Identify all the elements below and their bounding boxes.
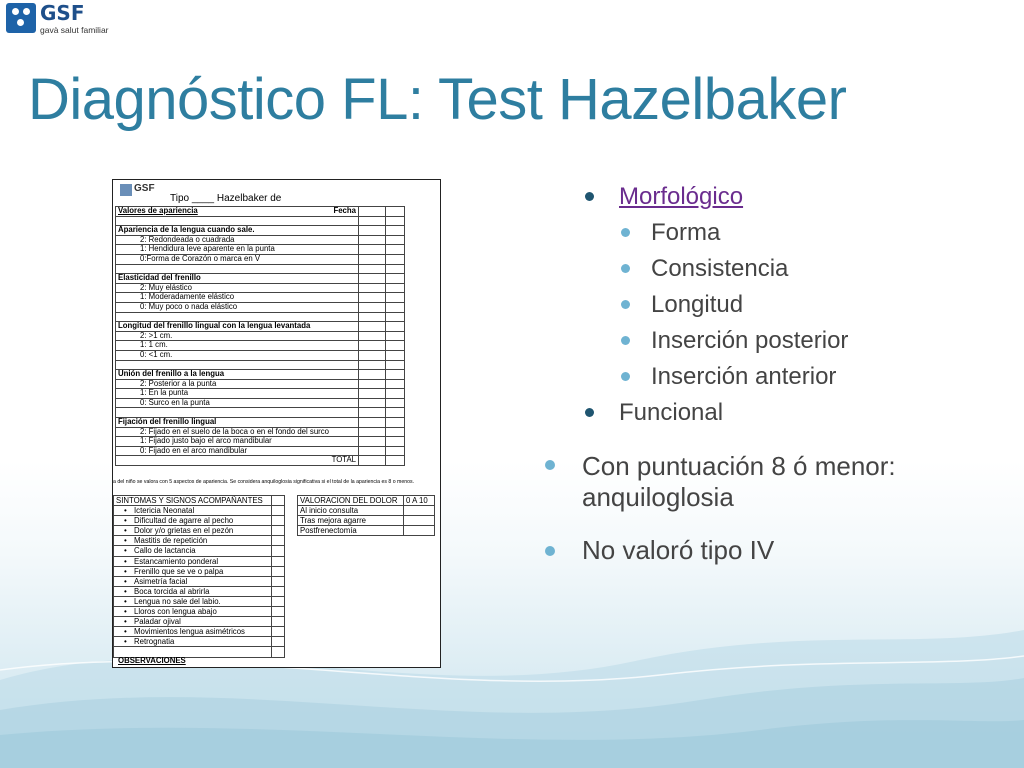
section-title: Unión del frenillo a la lengua (116, 370, 359, 380)
form-title: Tipo ____ Hazelbaker de (170, 193, 282, 204)
sub-bullet-longitud: Longitud (651, 291, 744, 318)
sub-bullet-forma: Forma (651, 219, 721, 246)
pain-item: Tras mejora agarre (298, 516, 404, 526)
bullet-dot-icon (585, 192, 594, 201)
bullet-score-line2: anquiloglosia (582, 482, 734, 512)
bullet-dot-icon (621, 228, 630, 237)
bullet-dot-icon (621, 372, 630, 381)
logo-name: GSF (40, 1, 85, 25)
sub-bullet-insercion-posterior: Inserción posterior (651, 327, 849, 354)
symptom-item: • Frenillo que se ve o palpa (114, 566, 272, 576)
bullet-dot-icon (545, 546, 555, 556)
pain-scale: 0 A 10 (404, 496, 435, 506)
form-logo-name: GSF (134, 183, 155, 194)
symptom-item: • Boca torcida al abrirla (114, 586, 272, 596)
spacer-row (116, 312, 359, 322)
section-item: 0:Forma de Corazón o marca en V (116, 254, 359, 264)
morfologico-link[interactable] (619, 183, 743, 211)
bullet-dot-icon (621, 336, 630, 345)
symptom-item: • Mastitis de repetición (114, 536, 272, 546)
section-item: 1: Moderadamente elástico (116, 293, 359, 303)
section-item: 0: Fijado en el arco mandibular (116, 446, 359, 456)
morfologico-link-text[interactable]: Morfológico (619, 183, 744, 210)
hazelbaker-form (112, 179, 441, 668)
symptom-item: • Paladar ojival (114, 617, 272, 627)
section-item: 0: Surco en la punta (116, 398, 359, 408)
pain-table (297, 495, 435, 536)
section-item: 2: Redondeada o cuadrada (116, 235, 359, 245)
section-item: 1: Hendidura leve aparente en la punta (116, 245, 359, 255)
symptom-item: • Estancamiento ponderal (114, 556, 272, 566)
form-note: a del niño se valora con 5 aspectos de apariencia. Se considera anquiloglosia significativa si el total de la apariencia es 8 o menos. (113, 479, 415, 485)
symptom-item: • Movimientos lengua asimétricos (114, 627, 272, 637)
sub-bullet-insercion-anterior: Inserción anterior (651, 363, 837, 390)
symptom-item: • Dificultad de agarre al pecho (114, 516, 272, 526)
bullet-dot-icon (621, 300, 630, 309)
sub-bullet-consistencia: Consistencia (651, 255, 789, 282)
section-title: Fijación del frenillo lingual (116, 418, 359, 428)
section-item: 2: Muy elástico (116, 283, 359, 293)
symptom-item: • Dolor y/o grietas en el pezón (114, 526, 272, 536)
section-item: 1: En la punta (116, 389, 359, 399)
pain-header: VALORACION DEL DOLOR (298, 496, 404, 506)
spacer-row (116, 360, 359, 370)
logo-mark-icon (6, 3, 36, 33)
bullet-tipo-iv: No valoró tipo IV (582, 535, 775, 565)
symptom-item: • Retrognatia (114, 637, 272, 647)
section-item: 0: Muy poco o nada elástico (116, 302, 359, 312)
form-logo (120, 184, 160, 198)
bullet-dot-icon (545, 460, 555, 470)
symptom-item: • Lengua no sale del labio. (114, 596, 272, 606)
symptoms-header: SINTOMAS Y SIGNOS ACOMPAÑANTES (114, 496, 272, 506)
observations-label: OBSERVACIONES (118, 656, 186, 665)
section-item: 0: <1 cm. (116, 350, 359, 360)
symptom-item: • Callo de lactancia (114, 546, 272, 556)
bullet-funcional: Funcional (619, 399, 724, 426)
spacer-row (116, 264, 359, 274)
symptom-item: • Lloros con lengua abajo (114, 607, 272, 617)
section-title: Longitud del frenillo lingual con la lengua levantada (116, 322, 359, 332)
section-title: Apariencia de la lengua cuando sale. (116, 226, 359, 236)
pain-item: Postfrenectomía (298, 526, 404, 536)
symptom-item: • Ictericia Neonatal (114, 506, 272, 516)
bullet-score (582, 451, 896, 513)
bullet-dot-icon (585, 408, 594, 417)
section-item: 2: >1 cm. (116, 331, 359, 341)
slide-title: Diagnóstico FL: Test Hazelbaker (28, 67, 847, 132)
symptoms-table (113, 495, 285, 658)
section-item: 1: Fijado justo bajo el arco mandibular (116, 437, 359, 447)
section-title: Elasticidad del frenillo (116, 274, 359, 284)
symptom-item: • Asimetría facial (114, 576, 272, 586)
pain-item: Al inicio consulta (298, 506, 404, 516)
gsf-logo (6, 3, 114, 39)
section-item: 1: 1 cm. (116, 341, 359, 351)
logo-subtitle: gavà salut familiar (40, 25, 109, 35)
section-item: 2: Posterior a la punta (116, 379, 359, 389)
spacer-row (116, 216, 359, 226)
section-item: 2: Fijado en el suelo de la boca o en el fondo del surco (116, 427, 359, 437)
total-label: TOTAL (116, 456, 359, 466)
bullet-score-line1: Con puntuación 8 ó menor: (582, 451, 896, 481)
appearance-header: Valores de apariencia Fecha (116, 207, 359, 217)
bullet-dot-icon (621, 264, 630, 273)
spacer-row (116, 408, 359, 418)
appearance-table (115, 206, 405, 466)
form-logo-icon (120, 184, 132, 196)
